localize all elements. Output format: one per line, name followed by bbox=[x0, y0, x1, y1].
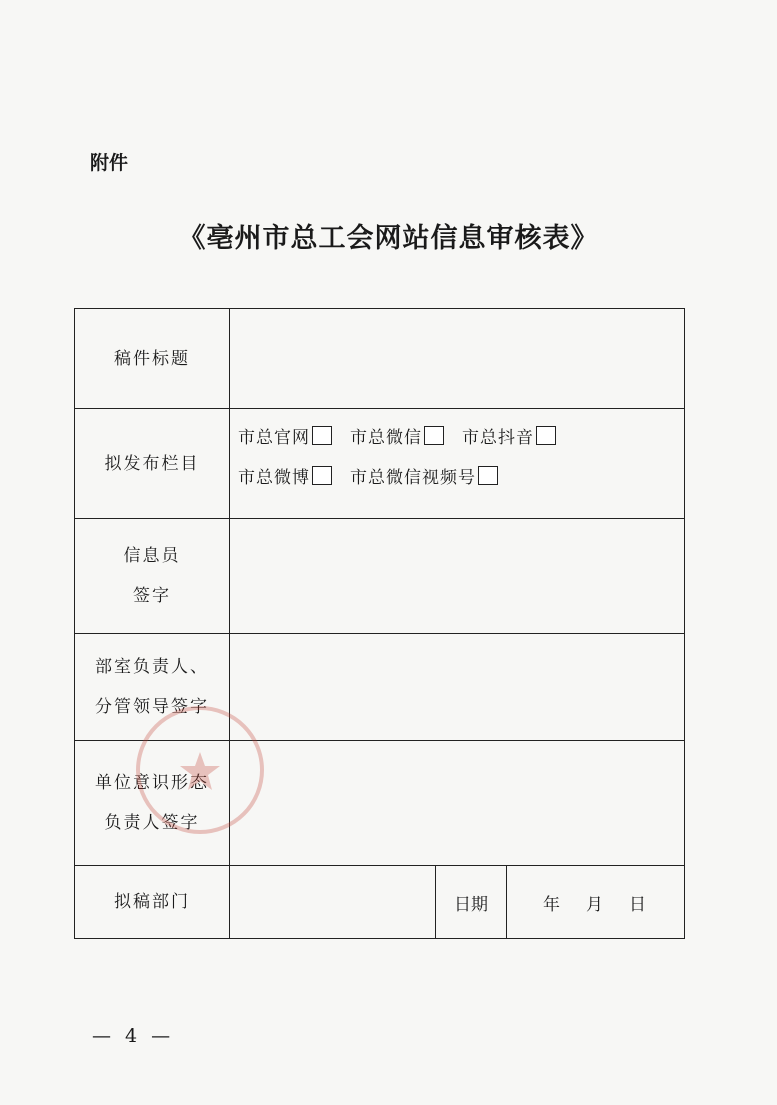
review-form-table bbox=[74, 308, 685, 939]
field-informant-signature[interactable] bbox=[230, 519, 685, 634]
date-month-label: 月 bbox=[586, 894, 605, 915]
option-official-website[interactable]: 市总官网 bbox=[238, 423, 332, 448]
option-weibo[interactable]: 市总微博 bbox=[238, 463, 332, 488]
page-number: — 4 — bbox=[92, 1025, 175, 1047]
label-dept-signature: 部室负责人、 分管领导签字 bbox=[75, 634, 230, 741]
label-publish-channel: 拟发布栏目 bbox=[75, 409, 230, 519]
checkbox-wechat[interactable] bbox=[424, 426, 444, 445]
field-ideology-signature[interactable] bbox=[230, 741, 685, 866]
field-dept-signature[interactable] bbox=[230, 634, 685, 741]
field-date[interactable] bbox=[507, 866, 685, 939]
row-publish-channel bbox=[75, 409, 685, 519]
row-manuscript-title bbox=[75, 309, 685, 409]
checkbox-wechat-channels[interactable] bbox=[478, 466, 498, 485]
checkbox-douyin[interactable] bbox=[536, 426, 556, 445]
label-manuscript-title: 稿件标题 bbox=[75, 309, 230, 409]
label-informant-signature: 信息员 签字 bbox=[75, 519, 230, 634]
date-year-label: 年 bbox=[543, 894, 562, 915]
field-publish-channel bbox=[230, 409, 685, 519]
checkbox-official-website[interactable] bbox=[312, 426, 332, 445]
row-informant-signature bbox=[75, 519, 685, 634]
label-ideology-signature: 单位意识形态 负责人签字 bbox=[75, 741, 230, 866]
label-drafting-dept: 拟稿部门 bbox=[75, 866, 230, 939]
page-title: 《亳州市总工会网站信息审核表》 bbox=[178, 223, 599, 254]
date-day-label: 日 bbox=[629, 894, 648, 915]
option-wechat[interactable]: 市总微信 bbox=[350, 423, 444, 448]
option-wechat-channels[interactable]: 市总微信视频号 bbox=[350, 463, 498, 488]
row-drafting-dept bbox=[75, 866, 685, 939]
field-manuscript-title[interactable] bbox=[230, 309, 685, 409]
checkbox-weibo[interactable] bbox=[312, 466, 332, 485]
label-date: 日期 bbox=[436, 866, 507, 939]
option-douyin[interactable]: 市总抖音 bbox=[462, 423, 556, 448]
field-drafting-dept[interactable] bbox=[230, 866, 436, 939]
official-seal-stamp bbox=[130, 700, 270, 840]
attachment-label: 附件 bbox=[90, 152, 129, 174]
